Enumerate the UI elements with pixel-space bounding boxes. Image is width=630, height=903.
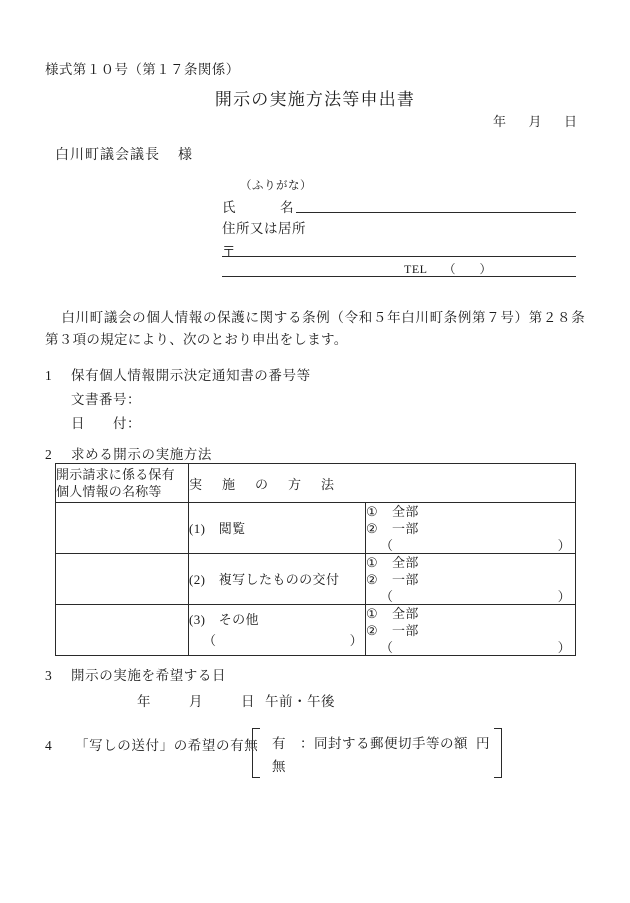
row-1-scope-options [366, 503, 576, 554]
notice-date-label-b: 付： [113, 416, 141, 431]
row-2-scope-mark-2: ② [366, 572, 379, 587]
row-1-scope-paren-right: ） [557, 538, 572, 553]
row-2-scope-paren-right: ） [557, 589, 572, 604]
preferred-time-ampm[interactable]: 午前・午後 [265, 694, 335, 709]
postal-mark: 〒 [222, 244, 236, 259]
section-1-title: 保有個人情報開示決定通知書の番号等 [71, 368, 311, 383]
row-3-scope-mark-2: ② [366, 623, 379, 638]
name-label-row [222, 196, 294, 216]
telephone-label: TEL [404, 262, 428, 276]
row-2-scope-option-all[interactable] [366, 554, 575, 571]
row-2-info-name-input[interactable] [56, 554, 189, 605]
section-4-heading [45, 734, 258, 754]
table-row [56, 503, 576, 554]
header-cell-method: 実 施 の 方 法 [189, 464, 576, 503]
row-2-scope-option-part[interactable] [366, 571, 575, 588]
bracket-right [494, 728, 502, 778]
preferred-date-month: 月 [189, 694, 203, 709]
row-2-scope-paren-left: （ [380, 589, 394, 604]
disclosure-method-table [55, 463, 576, 656]
row-3-method-paren-right: ） [349, 633, 363, 648]
section-1-number: 1 [45, 368, 53, 383]
row-3-info-name-input[interactable] [56, 605, 189, 656]
row-1-scope-detail-input[interactable] [366, 537, 575, 553]
submission-date-row [493, 111, 578, 130]
header-info-name-line2: 個人情報の名称等 [56, 484, 162, 499]
row-3-scope-options [366, 605, 576, 656]
section-4-title: 「写しの送付」の希望の有無 [75, 738, 259, 753]
row-1-info-name-input[interactable] [56, 503, 189, 554]
preferred-date-row[interactable] [137, 690, 335, 710]
row-3-scope-paren-right: ） [557, 640, 572, 655]
row-3-scope-paren-left: （ [380, 640, 394, 655]
row-1-scope-label-2: 一部 [392, 521, 419, 536]
row-1-scope-label-1: 全部 [392, 504, 419, 519]
furigana-label: （ふりがな） [240, 180, 312, 192]
row-3-scope-mark-1: ① [366, 606, 379, 621]
row-1-method-label [189, 503, 366, 554]
table-header-row [56, 464, 576, 503]
preferred-date-day: 日 [241, 694, 255, 709]
notice-date-label-a: 日 [71, 416, 85, 431]
telephone-row [404, 260, 498, 277]
submission-date-year: 年 [493, 114, 507, 129]
copy-delivery-option-no[interactable]: 無 [272, 759, 286, 774]
row-2-scope-label-1: 全部 [392, 555, 419, 570]
name-input-rule[interactable] [296, 212, 576, 213]
section-3-heading [45, 664, 226, 684]
row-1-scope-mark-2: ② [366, 521, 379, 536]
address-label: 住所又は居所 [222, 221, 306, 236]
row-3-scope-option-all[interactable] [366, 605, 575, 622]
copy-delivery-options [252, 728, 502, 778]
addressee-honorific: 様 [178, 148, 193, 163]
telephone-input-rule[interactable] [222, 276, 576, 277]
form-number: 様式第１０号（第１７条関係） [45, 62, 240, 77]
row-1-scope-option-part[interactable] [366, 520, 575, 537]
name-label-second: 名 [280, 200, 294, 215]
row-1-scope-mark-1: ① [366, 504, 379, 519]
row-1-method-text: (1) 閲覧 [189, 520, 246, 536]
row-3-scope-detail-input[interactable] [366, 639, 575, 655]
page-title: 開示の実施方法等申出書 [214, 90, 416, 109]
section-2-number: 2 [45, 447, 53, 462]
row-3-scope-label-1: 全部 [392, 606, 419, 621]
row-2-scope-label-2: 一部 [392, 572, 419, 587]
row-2-scope-detail-input[interactable] [366, 588, 575, 604]
row-3-scope-label-2: 一部 [392, 623, 419, 638]
addressee-line [55, 144, 193, 164]
ordinance-paragraph [45, 307, 585, 351]
section-4-number: 4 [45, 738, 53, 753]
table-row [56, 554, 576, 605]
section-2-title: 求める開示の実施方法 [71, 447, 212, 462]
ordinance-text: 白川町議会の個人情報の保護に関する条例（令和５年白川町条例第７号）第２８条第３項の規定により、次のとおり申出をします。 [45, 310, 585, 347]
address-input-rule[interactable] [222, 256, 576, 257]
table-row [56, 605, 576, 656]
section-2-heading [45, 443, 212, 463]
document-number-label: 文書番号： [71, 392, 141, 407]
submission-date-day: 日 [564, 114, 578, 129]
row-1-scope-option-all[interactable] [366, 503, 575, 520]
row-2-method-text: (2) 複写したものの交付 [189, 571, 340, 587]
section-3-number: 3 [45, 668, 53, 683]
copy-delivery-option-yes[interactable]: 有 ：同封する郵便切手等の額 [272, 736, 468, 751]
preferred-date-year: 年 [137, 694, 151, 709]
bracket-left [252, 728, 260, 778]
telephone-paren: （ ） [443, 262, 498, 276]
addressee-recipient: 白川町議会議長 [55, 148, 160, 163]
submission-date-month: 月 [528, 114, 543, 129]
section-3-title: 開示の実施を希望する日 [71, 668, 227, 683]
row-3-method-label [189, 605, 366, 656]
row-2-method-label [189, 554, 366, 605]
row-3-method-paren-left: （ [203, 633, 217, 648]
name-label-first: 氏 [222, 200, 236, 215]
header-info-name-line1: 開示請求に係る保有 [56, 467, 175, 482]
header-cell-info-name [56, 464, 189, 503]
row-2-scope-mark-1: ① [366, 555, 379, 570]
row-3-scope-option-part[interactable] [366, 622, 575, 639]
notice-date-label [71, 412, 141, 432]
row-1-scope-paren-left: （ [380, 538, 394, 553]
section-1-heading [45, 364, 311, 384]
postage-amount-unit: 円 [476, 736, 490, 751]
row-3-method-text: (3) その他 [189, 612, 259, 627]
row-2-scope-options [366, 554, 576, 605]
row-3-method-detail-input[interactable] [189, 631, 365, 650]
